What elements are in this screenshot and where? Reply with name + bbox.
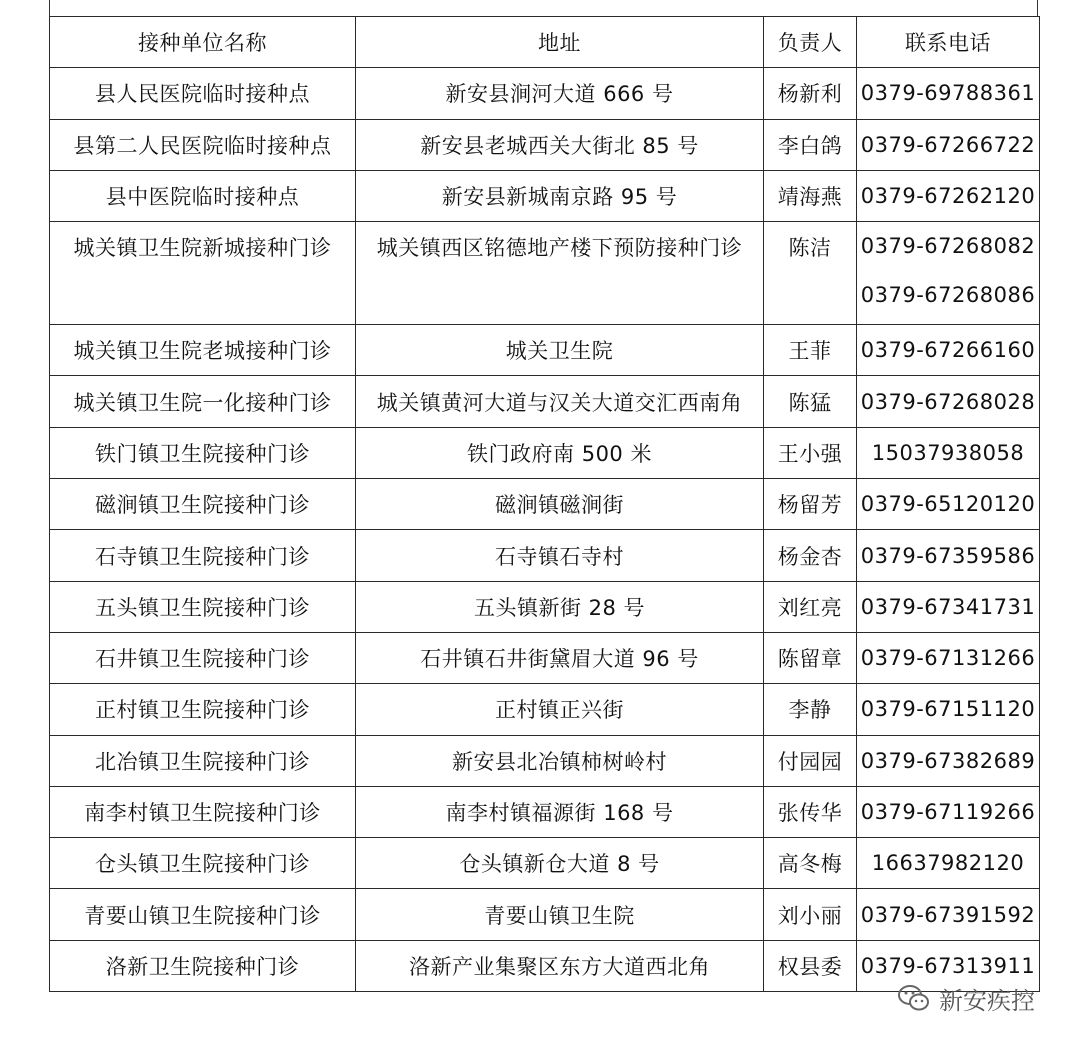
table-row [50, 119, 1040, 170]
address-cell: 新安县北冶镇柿树岭村 [356, 735, 764, 786]
wechat-icon [897, 983, 931, 1013]
table-row [50, 325, 1040, 376]
table-row [50, 735, 1040, 786]
header-site-name: 接种单位名称 [50, 17, 356, 68]
table-row [50, 479, 1040, 530]
phone-cell: 0379-67266160 [857, 325, 1040, 376]
person-cell: 陈猛 [764, 376, 857, 427]
site-name-cell: 铁门镇卫生院接种门诊 [50, 427, 356, 478]
table-row [50, 940, 1040, 991]
phone-number: 0379-67268086 [860, 283, 1036, 308]
phone-cell: 0379-67131266 [857, 632, 1040, 683]
address-cell: 新安县老城西关大街北 85 号 [356, 119, 764, 170]
address-cell: 正村镇正兴街 [356, 684, 764, 735]
phone-cell: 0379-67266722 [857, 119, 1040, 170]
site-name-cell: 县中医院临时接种点 [50, 170, 356, 221]
phone-cell: 0379-67313911 [857, 940, 1040, 991]
phone-number: 0379-67268082 [860, 234, 1036, 259]
site-name-cell: 青要山镇卫生院接种门诊 [50, 889, 356, 940]
table-row [50, 838, 1040, 889]
table-body [50, 68, 1040, 992]
person-cell: 高冬梅 [764, 838, 857, 889]
person-cell: 王菲 [764, 325, 857, 376]
person-cell: 陈洁 [764, 222, 857, 325]
address-cell: 铁门政府南 500 米 [356, 427, 764, 478]
address-cell: 南李村镇福源街 168 号 [356, 786, 764, 837]
person-cell: 付园园 [764, 735, 857, 786]
address-cell: 石井镇石井街黛眉大道 96 号 [356, 632, 764, 683]
table-row [50, 222, 1040, 325]
watermark-text: 新安疾控 [939, 986, 1035, 1015]
site-name-cell: 仓头镇卫生院接种门诊 [50, 838, 356, 889]
phone-cell: 0379-67119266 [857, 786, 1040, 837]
person-cell: 刘小丽 [764, 889, 857, 940]
person-cell: 刘红亮 [764, 581, 857, 632]
vaccination-sites-table [49, 16, 1040, 992]
phone-cell: 0379-67382689 [857, 735, 1040, 786]
header-address: 地址 [356, 17, 764, 68]
address-cell: 五头镇新街 28 号 [356, 581, 764, 632]
address-cell: 石寺镇石寺村 [356, 530, 764, 581]
site-name-cell: 北冶镇卫生院接种门诊 [50, 735, 356, 786]
phone-cell: 0379-67359586 [857, 530, 1040, 581]
address-cell: 仓头镇新仓大道 8 号 [356, 838, 764, 889]
person-cell: 权县委 [764, 940, 857, 991]
table-header-row [50, 17, 1040, 68]
address-cell: 城关镇西区铭德地产楼下预防接种门诊 [356, 222, 764, 325]
table-row [50, 786, 1040, 837]
person-cell: 张传华 [764, 786, 857, 837]
site-name-cell: 城关镇卫生院老城接种门诊 [50, 325, 356, 376]
person-cell: 李白鸽 [764, 119, 857, 170]
site-name-cell: 五头镇卫生院接种门诊 [50, 581, 356, 632]
site-name-cell: 石寺镇卫生院接种门诊 [50, 530, 356, 581]
phone-cell [857, 222, 1040, 325]
phone-cell: 0379-67341731 [857, 581, 1040, 632]
address-cell: 城关卫生院 [356, 325, 764, 376]
phone-cell: 0379-65120120 [857, 479, 1040, 530]
address-cell: 磁涧镇磁涧街 [356, 479, 764, 530]
phone-cell: 0379-67391592 [857, 889, 1040, 940]
person-cell: 靖海燕 [764, 170, 857, 221]
table-row [50, 530, 1040, 581]
table-top-strip [49, 0, 1038, 16]
phone-cell: 16637982120 [857, 838, 1040, 889]
address-cell: 青要山镇卫生院 [356, 889, 764, 940]
header-phone: 联系电话 [857, 17, 1040, 68]
table-row [50, 68, 1040, 119]
address-cell: 洛新产业集聚区东方大道西北角 [356, 940, 764, 991]
phone-cell: 0379-67262120 [857, 170, 1040, 221]
site-name-cell: 城关镇卫生院一化接种门诊 [50, 376, 356, 427]
site-name-cell: 磁涧镇卫生院接种门诊 [50, 479, 356, 530]
site-name-cell: 县第二人民医院临时接种点 [50, 119, 356, 170]
table-row [50, 684, 1040, 735]
person-cell: 杨新利 [764, 68, 857, 119]
address-cell: 城关镇黄河大道与汉关大道交汇西南角 [356, 376, 764, 427]
site-name-cell: 洛新卫生院接种门诊 [50, 940, 356, 991]
site-name-cell: 城关镇卫生院新城接种门诊 [50, 222, 356, 325]
table-row [50, 632, 1040, 683]
address-cell: 新安县涧河大道 666 号 [356, 68, 764, 119]
phone-cell: 0379-67151120 [857, 684, 1040, 735]
address-cell: 新安县新城南京路 95 号 [356, 170, 764, 221]
person-cell: 陈留章 [764, 632, 857, 683]
table-row [50, 427, 1040, 478]
header-person: 负责人 [764, 17, 857, 68]
watermark [897, 981, 1035, 1015]
site-name-cell: 石井镇卫生院接种门诊 [50, 632, 356, 683]
site-name-cell: 县人民医院临时接种点 [50, 68, 356, 119]
table-row [50, 170, 1040, 221]
phone-cell: 0379-67268028 [857, 376, 1040, 427]
phone-cell: 0379-69788361 [857, 68, 1040, 119]
person-cell: 杨留芳 [764, 479, 857, 530]
site-name-cell: 正村镇卫生院接种门诊 [50, 684, 356, 735]
table-row [50, 376, 1040, 427]
phone-cell: 15037938058 [857, 427, 1040, 478]
site-name-cell: 南李村镇卫生院接种门诊 [50, 786, 356, 837]
person-cell: 李静 [764, 684, 857, 735]
person-cell: 杨金杏 [764, 530, 857, 581]
table-row [50, 581, 1040, 632]
person-cell: 王小强 [764, 427, 857, 478]
table-row [50, 889, 1040, 940]
